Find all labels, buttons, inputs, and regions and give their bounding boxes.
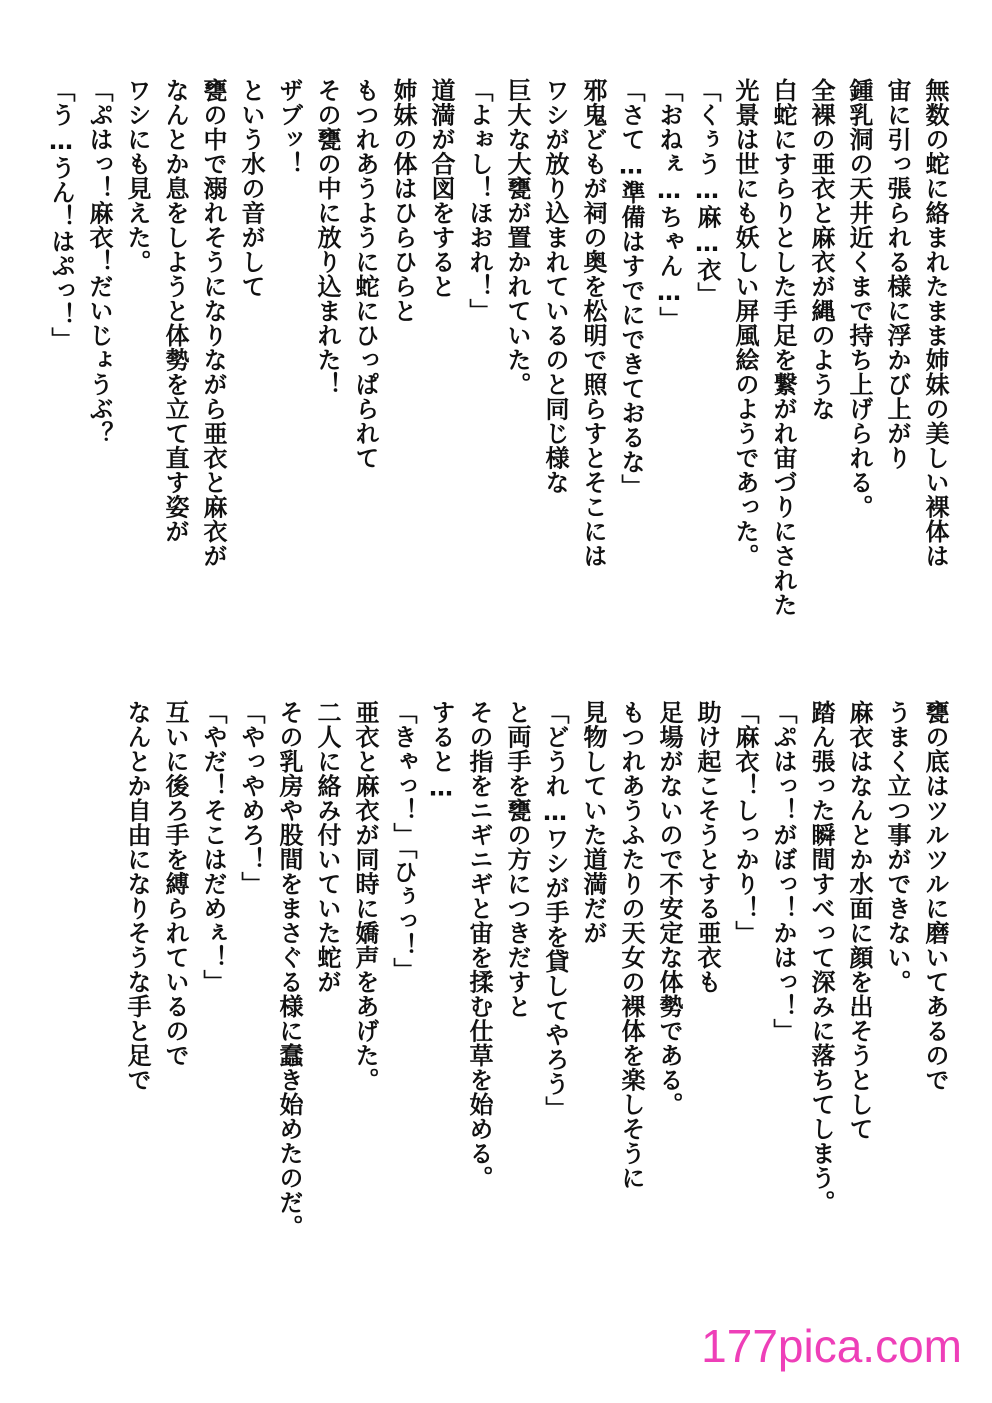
text-line: と両手を甕の方につきだすと xyxy=(503,700,531,1019)
text-line: 「きゃっ！」「ひぅっ！」 xyxy=(389,700,417,982)
text-line: 巨大な大甕が置かれていた。 xyxy=(503,78,531,397)
text-line: 甕の中で溺れそうになりながら亜衣と麻衣が xyxy=(199,78,227,568)
text-line: 「ぷはっ！麻衣！だいじょうぶ？ xyxy=(85,78,113,446)
text-line: ワシが放り込まれているのと同じ様な xyxy=(541,78,569,495)
text-line: 「麻衣！しっかり！」 xyxy=(731,700,759,945)
text-line: 二人に絡み付いていた蛇が xyxy=(313,700,341,994)
text-line: その乳房や股間をまさぐる様に蠢き始めたのだ。 xyxy=(275,700,303,1239)
text-line: なんとか息をしようと体勢を立て直す姿が xyxy=(161,78,189,544)
text-line: 足場がないので不安定な体勢である。 xyxy=(655,700,683,1117)
text-line: という水の音がして xyxy=(237,78,265,299)
text-line: 鍾乳洞の天井近くまで持ち上げられる。 xyxy=(845,78,873,519)
text-line: ザブッ！ xyxy=(275,78,303,176)
text-line: 光景は世にも妖しい屏風絵のようであった。 xyxy=(731,78,759,568)
text-line: その甕の中に放り込まれた！ xyxy=(313,78,341,397)
text-line: 「おねぇ…ちゃん…」 xyxy=(655,78,683,331)
bottom-text-block xyxy=(27,700,947,1280)
text-line: 無数の蛇に絡まれたまま姉妹の美しい裸体は xyxy=(921,78,949,568)
text-line: 甕の底はツルツルに磨いてあるので xyxy=(921,700,949,1092)
text-line: 麻衣はなんとか水面に顔を出そうとして xyxy=(845,700,873,1141)
text-line: 踏ん張った瞬間すべって深みに落ちてしまう。 xyxy=(807,700,835,1215)
text-line: 道満が合図をすると xyxy=(427,78,455,299)
text-line: 全裸の亜衣と麻衣が縄のような xyxy=(807,78,835,421)
watermark-text: 177pica.com xyxy=(701,1320,962,1372)
text-line: 「さて…準備はすでにできておるな」 xyxy=(617,78,645,499)
text-line: 互いに後ろ手を縛られているので xyxy=(161,700,189,1068)
text-line: 「やだ！そこはだめぇ！」 xyxy=(199,700,227,994)
text-line: すると… xyxy=(427,700,455,802)
text-line: 「よぉし！ほおれ！」 xyxy=(465,78,493,323)
text-line: 助け起こそうとする亜衣も xyxy=(693,700,721,994)
text-line: ワシにも見えた。 xyxy=(123,78,151,274)
text-line: うまく立つ事ができない。 xyxy=(883,700,911,994)
text-line: 宙に引っ張られる様に浮かび上がり xyxy=(883,78,911,470)
text-line: 姉妹の体はひらひらと xyxy=(389,78,417,323)
text-line: 「どうれ…ワシが手を貸してやろう」 xyxy=(541,700,569,1121)
text-line: もつれあうふたりの天女の裸体を楽しそうに xyxy=(617,700,645,1190)
text-line: 「やっやめろ！」 xyxy=(237,700,265,896)
text-line: 「う…うん！はぷっ！」 xyxy=(47,78,75,352)
top-text-block xyxy=(27,78,947,658)
text-line: なんとか自由になりそうな手と足で xyxy=(123,700,151,1092)
text-line: もつれあうように蛇にひっぱられて xyxy=(351,78,379,470)
text-line: 亜衣と麻衣が同時に嬌声をあげた。 xyxy=(351,700,379,1092)
text-line: 邪鬼どもが祠の奥を松明で照らすとそこには xyxy=(579,78,607,568)
text-line: その指をニギニギと宙を揉む仕草を始める。 xyxy=(465,700,493,1190)
text-line: 白蛇にすらりとした手足を繋がれ宙づりにされた xyxy=(769,78,797,617)
text-line: 見物していた道満だが xyxy=(579,700,607,945)
text-line: 「ぷはっ！がぼっ！かはっ！」 xyxy=(769,700,797,1043)
text-line: 「くぅう…麻…衣」 xyxy=(693,78,721,307)
